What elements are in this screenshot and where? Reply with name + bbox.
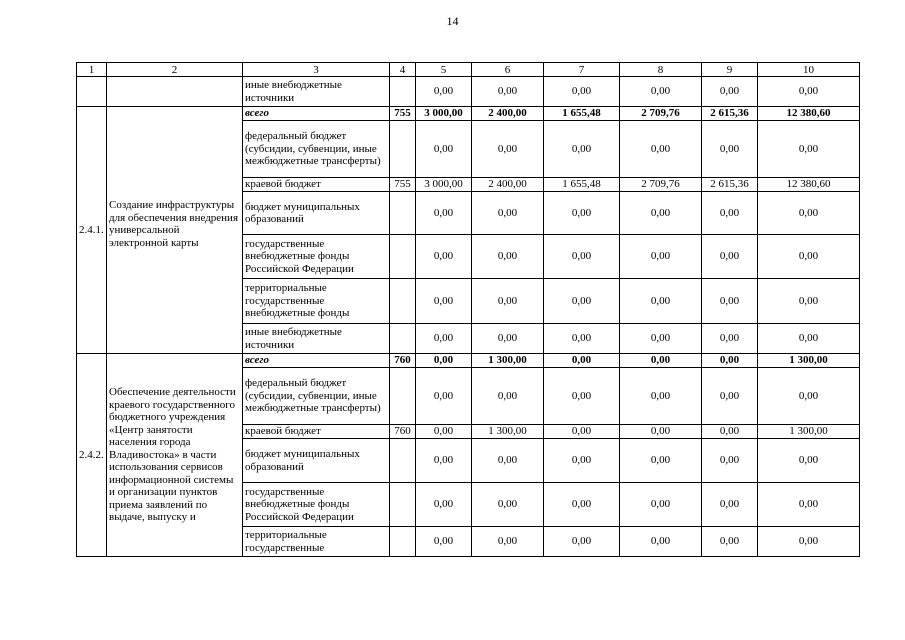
- value-cell: 1 655,48: [544, 178, 620, 192]
- value-cell: 0,00: [758, 192, 860, 235]
- budget-code: 755: [390, 107, 416, 121]
- value-cell: 0,00: [416, 279, 472, 324]
- funding-source: федеральный бюджет (субсидии, субвенции, иные межбюджетные трансферты): [243, 121, 390, 178]
- value-cell: 0,00: [758, 368, 860, 425]
- value-cell: 0,00: [472, 483, 544, 527]
- value-cell: 0,00: [702, 527, 758, 557]
- value-cell: 0,00: [544, 483, 620, 527]
- column-header: 5: [416, 63, 472, 77]
- value-cell: 0,00: [620, 77, 702, 107]
- item-number-cell: 2.4.2.: [77, 354, 107, 557]
- value-cell: 2 709,76: [620, 107, 702, 121]
- value-cell: 0,00: [620, 483, 702, 527]
- value-cell: 0,00: [620, 439, 702, 483]
- column-header: 9: [702, 63, 758, 77]
- value-cell: 0,00: [620, 279, 702, 324]
- value-cell: 12 380,60: [758, 107, 860, 121]
- budget-code: [390, 324, 416, 354]
- value-cell: 0,00: [416, 354, 472, 368]
- funding-source: краевой бюджет: [243, 425, 390, 439]
- value-cell: 0,00: [472, 192, 544, 235]
- funding-source: бюджет муниципальных образований: [243, 192, 390, 235]
- value-cell: 12 380,60: [758, 178, 860, 192]
- column-header: 2: [107, 63, 243, 77]
- value-cell: 1 300,00: [758, 354, 860, 368]
- value-cell: 0,00: [544, 425, 620, 439]
- value-cell: 0,00: [416, 77, 472, 107]
- value-cell: 0,00: [472, 439, 544, 483]
- funding-source: бюджет муниципальных образований: [243, 439, 390, 483]
- column-header: 3: [243, 63, 390, 77]
- value-cell: 0,00: [544, 368, 620, 425]
- value-cell: 0,00: [758, 527, 860, 557]
- value-cell: 0,00: [416, 425, 472, 439]
- table-row: [77, 354, 860, 368]
- funding-source: иные внебюджетные источники: [243, 324, 390, 354]
- value-cell: 0,00: [620, 192, 702, 235]
- value-cell: 0,00: [702, 425, 758, 439]
- value-cell: 0,00: [416, 235, 472, 279]
- funding-source: иные внебюджетные источники: [243, 77, 390, 107]
- value-cell: 0,00: [472, 235, 544, 279]
- budget-code: [390, 439, 416, 483]
- value-cell: 0,00: [702, 439, 758, 483]
- value-cell: 0,00: [702, 121, 758, 178]
- value-cell: 0,00: [416, 527, 472, 557]
- value-cell: 0,00: [544, 354, 620, 368]
- value-cell: 0,00: [416, 368, 472, 425]
- value-cell: 1 300,00: [472, 425, 544, 439]
- value-cell: 0,00: [620, 527, 702, 557]
- column-header: 6: [472, 63, 544, 77]
- value-cell: 0,00: [620, 425, 702, 439]
- funding-source: всего: [243, 354, 390, 368]
- table-row: [77, 107, 860, 121]
- value-cell: 0,00: [758, 121, 860, 178]
- budget-table: [76, 62, 860, 557]
- value-cell: 0,00: [544, 527, 620, 557]
- item-number-cell: 2.4.1.: [77, 107, 107, 354]
- funding-source: федеральный бюджет (субсидии, субвенции, иные межбюджетные трансферты): [243, 368, 390, 425]
- value-cell: 0,00: [416, 121, 472, 178]
- funding-source: территориальные государственные: [243, 527, 390, 557]
- value-cell: 0,00: [544, 279, 620, 324]
- budget-code: [390, 279, 416, 324]
- budget-code: [390, 368, 416, 425]
- value-cell: 0,00: [620, 235, 702, 279]
- value-cell: 0,00: [416, 439, 472, 483]
- value-cell: 0,00: [702, 324, 758, 354]
- funding-source: государственные внебюджетные фонды Российской Федерации: [243, 483, 390, 527]
- item-title-cell: [107, 77, 243, 107]
- table-row: [77, 77, 860, 107]
- value-cell: 0,00: [620, 324, 702, 354]
- value-cell: 0,00: [758, 279, 860, 324]
- value-cell: 0,00: [758, 439, 860, 483]
- value-cell: 0,00: [544, 324, 620, 354]
- value-cell: 0,00: [758, 77, 860, 107]
- value-cell: 1 300,00: [472, 354, 544, 368]
- value-cell: 2 400,00: [472, 107, 544, 121]
- value-cell: 0,00: [758, 235, 860, 279]
- budget-code: [390, 77, 416, 107]
- value-cell: 3 000,00: [416, 178, 472, 192]
- value-cell: 0,00: [416, 483, 472, 527]
- value-cell: 0,00: [702, 368, 758, 425]
- value-cell: 3 000,00: [416, 107, 472, 121]
- value-cell: 0,00: [702, 279, 758, 324]
- funding-source: краевой бюджет: [243, 178, 390, 192]
- column-number-header-row: [77, 63, 860, 77]
- value-cell: 0,00: [472, 121, 544, 178]
- value-cell: 0,00: [416, 324, 472, 354]
- value-cell: 0,00: [702, 235, 758, 279]
- value-cell: 0,00: [544, 192, 620, 235]
- value-cell: 0,00: [758, 324, 860, 354]
- value-cell: 0,00: [702, 354, 758, 368]
- column-header: 8: [620, 63, 702, 77]
- budget-code: [390, 483, 416, 527]
- budget-code: [390, 192, 416, 235]
- value-cell: 0,00: [620, 368, 702, 425]
- budget-code: [390, 121, 416, 178]
- item-title-cell: Создание инфраструктуры для обеспечения внедрения универсальной электронной карты: [107, 107, 243, 354]
- value-cell: 0,00: [472, 368, 544, 425]
- funding-source: государственные внебюджетные фонды Российской Федерации: [243, 235, 390, 279]
- budget-code: [390, 527, 416, 557]
- value-cell: 0,00: [544, 77, 620, 107]
- value-cell: 0,00: [702, 77, 758, 107]
- column-header: 4: [390, 63, 416, 77]
- value-cell: 0,00: [544, 121, 620, 178]
- value-cell: 1 655,48: [544, 107, 620, 121]
- value-cell: 0,00: [620, 354, 702, 368]
- value-cell: 2 709,76: [620, 178, 702, 192]
- value-cell: 0,00: [702, 483, 758, 527]
- column-header: 10: [758, 63, 860, 77]
- value-cell: 0,00: [472, 279, 544, 324]
- value-cell: 2 400,00: [472, 178, 544, 192]
- budget-code: [390, 235, 416, 279]
- value-cell: 0,00: [472, 77, 544, 107]
- column-header: 7: [544, 63, 620, 77]
- budget-code: 755: [390, 178, 416, 192]
- item-number-cell: [77, 77, 107, 107]
- value-cell: 2 615,36: [702, 107, 758, 121]
- value-cell: 0,00: [758, 483, 860, 527]
- value-cell: 0,00: [544, 235, 620, 279]
- page-number: 14: [446, 14, 459, 28]
- budget-code: 760: [390, 425, 416, 439]
- value-cell: 1 300,00: [758, 425, 860, 439]
- column-header: 1: [77, 63, 107, 77]
- value-cell: 0,00: [544, 439, 620, 483]
- value-cell: 0,00: [416, 192, 472, 235]
- value-cell: 0,00: [472, 324, 544, 354]
- value-cell: 0,00: [472, 527, 544, 557]
- item-title-cell: Обеспечение деятельности краевого государственного бюджетного учреждения «Центр занятости населения города Владивостока» в части использования сервисов информационной системы и организации пунктов приема заявлений по выдаче, выпуску и: [107, 354, 243, 557]
- value-cell: 0,00: [702, 192, 758, 235]
- funding-source: всего: [243, 107, 390, 121]
- budget-code: 760: [390, 354, 416, 368]
- funding-source: территориальные государственные внебюджетные фонды: [243, 279, 390, 324]
- value-cell: 2 615,36: [702, 178, 758, 192]
- value-cell: 0,00: [620, 121, 702, 178]
